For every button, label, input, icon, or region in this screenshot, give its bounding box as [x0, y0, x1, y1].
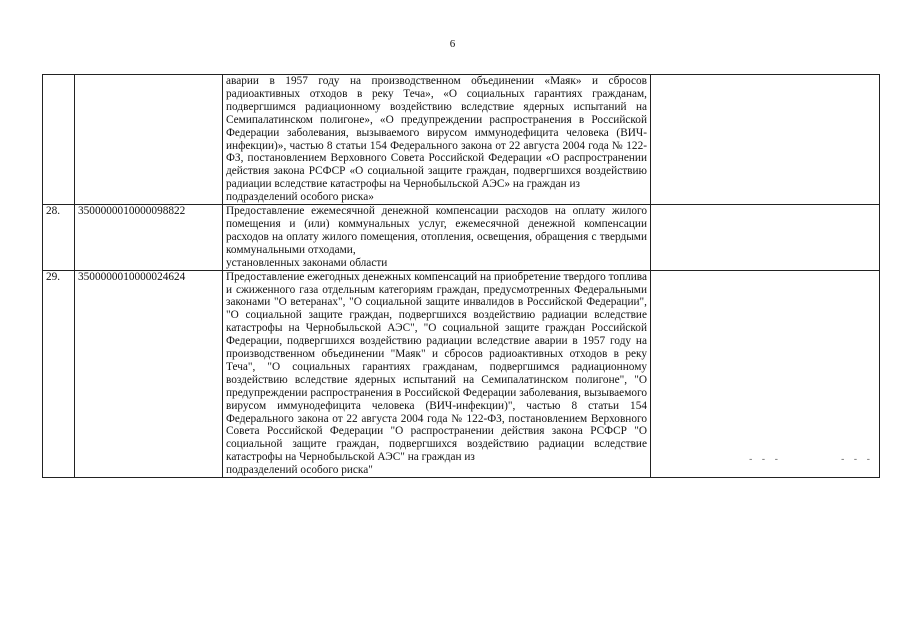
scan-artifact-dashes: - - - [748, 455, 781, 465]
service-code [75, 75, 223, 205]
table-row [43, 75, 880, 205]
empty-cell [651, 270, 880, 478]
service-description [223, 75, 651, 205]
service-description [223, 205, 651, 271]
service-description-tail: подразделений особого риска" [226, 464, 373, 477]
service-code: 3500000010000098822 [75, 205, 223, 271]
service-description-tail: подразделений особого риска» [226, 191, 374, 204]
table-row [43, 205, 880, 271]
service-description-tail: установленных законами области [226, 256, 388, 269]
row-number: 29. [43, 270, 75, 478]
empty-cell [651, 205, 880, 271]
empty-cell [651, 75, 880, 205]
services-table [42, 74, 880, 478]
service-description-body: Предоставление ежемесячной денежной компенсации расходов на оплату жилого помещения и (или) коммунальных услуг, ежемесячной денежной компенсации расходов на оплату жилого помещения, отопления, освещения, обращения с твердыми коммунальными отходами, [226, 205, 647, 256]
service-description [223, 270, 651, 478]
service-description-body: Предоставление ежегодных денежных компенсаций на приобретение твердого топлива и сжиженного газа отдельным категориям граждан, предусмотренных Федеральными законами "О ветеранах", "О социальной защите инвалидов в Российской Федерации", "О социальной защите граждан, подвергшихся воздействию радиации вследствие катастрофы на Чернобыльской АЭС", "О социальной защите граждан Российской Федерации, подвергшихся воздействию радиации вследствие аварии в 1957 году на производственном объединении "Маяк" и сбросов радиоактивных отходов в реку Теча", "О социальных гарантиях гражданам, подвергшимся радиационному воздействию вследствие ядерных испытаний на Семипалатинском полигоне", "О предупреждении распространения в Российской Федерации заболевания, вызываемого вирусом иммунодефицита человека (ВИЧ-инфекции)", частью 8 статьи 154 Федерального закона от 22 августа 2004 года № 122-ФЗ, постановлением Верховного Совета Российской Федерации "О распространении действия закона РСФСР "О социальной защите граждан, подвергшихся воздействию радиации вследствие катастрофы на Чернобыльской АЭС" на граждан из [226, 270, 647, 464]
row-number: 28. [43, 205, 75, 271]
service-description-body: аварии в 1957 году на производственном объединении «Маяк» и сбросов радиоактивных отходов в реку Теча», «О социальных гарантиях гражданам, подвергшимся радиационному воздействию вследствие ядерных испытаний на Семипалатинском полигоне», «О предупреждении распространения в Российской Федерации заболевания, вызываемого вирусом иммунодефицита человека (ВИЧ-инфекции)», частью 8 статьи 154 Федерального закона от 22 августа 2004 года № 122-ФЗ, постановлением Верховного Совета Российской Федерации «О распространении действия закона РСФСР «О социальной защите граждан, подвергшихся воздействию радиации вследствие катастрофы на Чернобыльской АЭС» на граждан из [226, 75, 647, 191]
scan-artifact-dashes: - - - [840, 455, 873, 465]
table-row [43, 270, 880, 478]
row-number [43, 75, 75, 205]
page-number: 6 [449, 38, 456, 50]
service-code: 3500000010000024624 [75, 270, 223, 478]
